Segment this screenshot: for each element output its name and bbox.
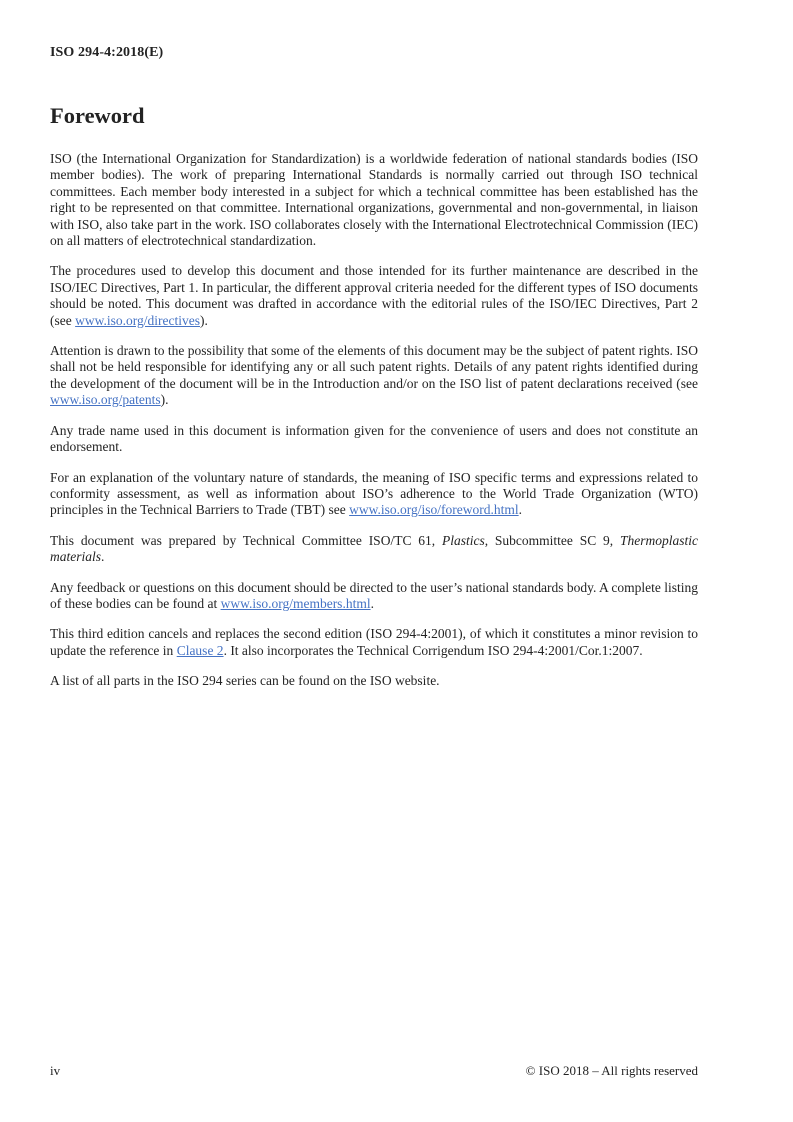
text-run: Attention is drawn to the possibility that some of the elements of this document may be the subject of patent rights. ISO shall not be held responsible for identifying any or all such patent rights. Details of any patent rights identified during the development of the document will be in the Introduction and/or on the ISO list of patent declarations received (see bbox=[50, 343, 698, 391]
body-paragraphs bbox=[50, 151, 698, 704]
paragraph bbox=[50, 263, 698, 329]
link-iso-members[interactable]: www.iso.org/members.html bbox=[220, 595, 371, 611]
text-run: ISO (the International Organization for Standardization) is a worldwide federation of national standards bodies (ISO member bodies). The work of preparing International Standards is normally carried out through ISO technical committees. Each member body interested in a subject for which a technical committee has been established has the right to be represented on that committee. International organizations, governmental and non-governmental, in liaison with ISO, also take part in the work. ISO collaborates closely with the International Electrotechnical Commission (IEC) on all matters of electrotechnical standardization. bbox=[50, 151, 698, 249]
document-footer bbox=[50, 1063, 698, 1079]
paragraph bbox=[50, 151, 698, 249]
text-run: This third edition cancels and replaces the second edition (ISO 294-4:2001), of which it constitutes a minor revision to update the reference in bbox=[50, 626, 698, 658]
link-clause-2[interactable]: Clause 2 bbox=[176, 642, 224, 658]
text-run: Any feedback or questions on this document should be directed to the user’s national standards body. A complete listing of these bodies can be found at bbox=[50, 579, 698, 611]
text-run: . bbox=[518, 502, 522, 518]
document-header bbox=[50, 45, 163, 61]
document-id: ISO 294-4:2018(E) bbox=[50, 45, 164, 60]
text-run: Plastics bbox=[441, 532, 485, 548]
paragraph bbox=[50, 343, 698, 409]
link-iso-foreword-part2[interactable]: .org/iso/foreword.html bbox=[396, 502, 519, 518]
page-number: iv bbox=[50, 1063, 61, 1078]
link-iso-patents[interactable]: www.iso.org/patents bbox=[50, 392, 161, 408]
text-run: ). bbox=[199, 312, 208, 328]
text-run: The procedures used to develop this document and those intended for its further maintenance are described in the ISO/IEC Directives, Part 1. In particular, the different approval criteria needed for the different types of ISO documents should be noted. This document was drafted in accordance with the editorial rules of the ISO/IEC Directives, Part 2 (see bbox=[50, 263, 698, 328]
paragraph bbox=[50, 533, 698, 566]
text-run: , Subcommittee SC 9, bbox=[484, 532, 620, 548]
paragraph bbox=[50, 580, 698, 613]
text-run: Thermoplastic materials bbox=[50, 532, 699, 565]
link-iso-foreword-part1[interactable]: www.iso bbox=[349, 502, 397, 518]
paragraph bbox=[50, 423, 698, 456]
text-run: ). bbox=[160, 392, 169, 408]
text-run: A list of all parts in the ISO 294 series can be found on the ISO website. bbox=[50, 673, 440, 689]
text-run: Any trade name used in this document is information given for the convenience of users and does not constitute an endorsement. bbox=[50, 422, 698, 455]
text-run: . bbox=[101, 549, 105, 565]
text-run: . bbox=[370, 595, 374, 611]
paragraph bbox=[50, 673, 698, 689]
link-iso-directives[interactable]: www.iso.org/directives bbox=[75, 312, 200, 328]
copyright-notice: © ISO 2018 – All rights reserved bbox=[525, 1063, 698, 1078]
text-run: For an explanation of the voluntary nature of standards, the meaning of ISO specific terms and expressions related to conformity assessment, as well as information about ISO’s adherence to the World Trade Organization (WTO) principles in the Technical Barriers to Trade (TBT) see bbox=[50, 469, 698, 518]
text-run: . It also incorporates the Technical Corrigendum ISO 294-4:2001/Cor.1:2007. bbox=[223, 642, 643, 658]
paragraph bbox=[50, 470, 698, 519]
text-run: This document was prepared by Technical Committee ISO/TC 61, bbox=[50, 532, 442, 548]
page-title: Foreword bbox=[50, 103, 145, 128]
paragraph bbox=[50, 626, 698, 659]
